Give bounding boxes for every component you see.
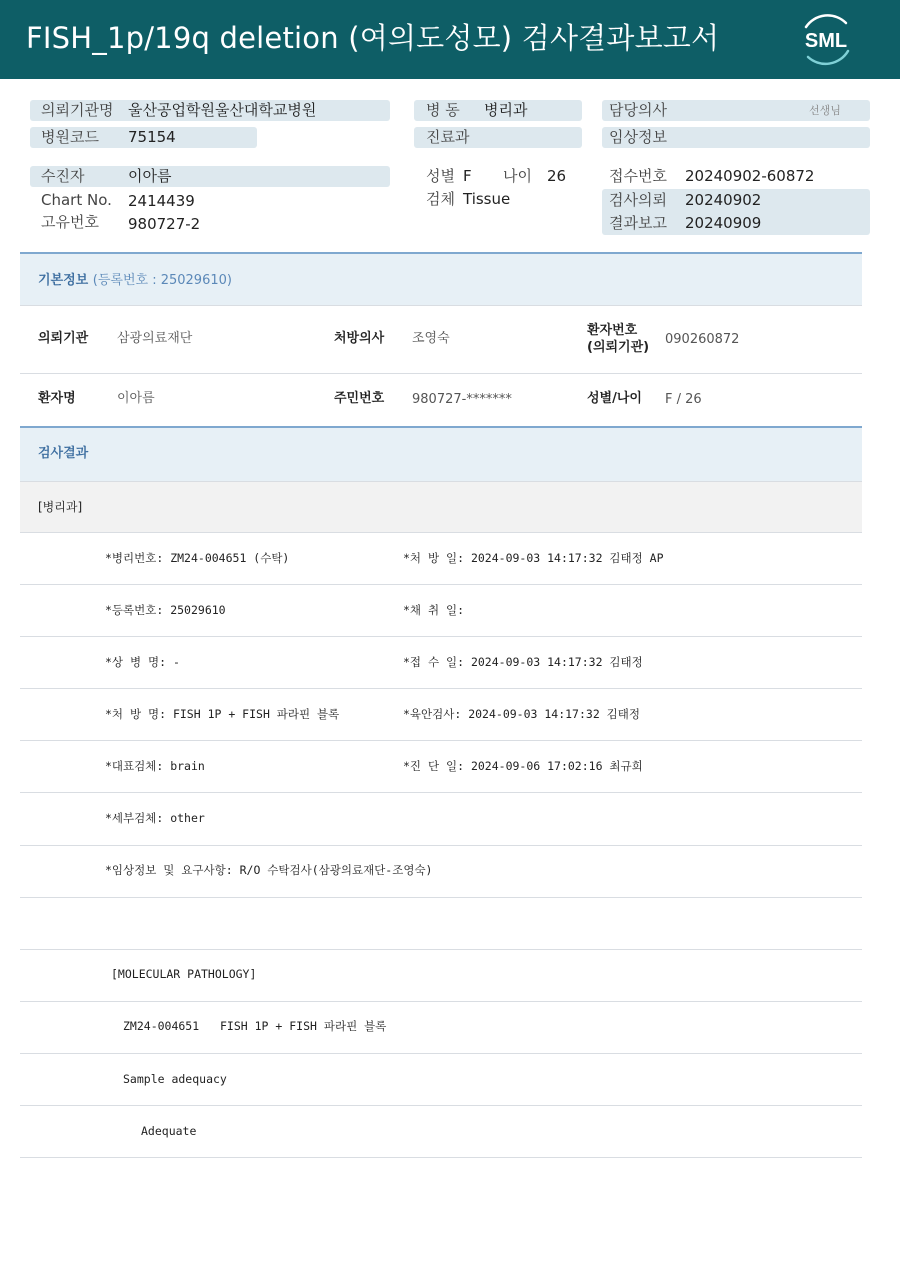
unique-label: 고유번호 — [41, 213, 99, 231]
result-line: *대표검체: brain — [105, 759, 205, 773]
report-title: FISH_1p/19q deletion (여의도성모) 검사결과보고서 — [26, 21, 720, 55]
basic-info-reg-no: (등록번호 : 25029610) — [92, 273, 232, 288]
divider — [20, 1001, 862, 1002]
result-line: *등록번호: 25029610 — [105, 603, 226, 617]
patno-label-1: 환자번호 — [587, 323, 638, 338]
sexage-value: F / 26 — [665, 392, 702, 407]
prescriber-label: 처방의사 — [334, 331, 385, 346]
adequacy-value: Adequate — [141, 1124, 197, 1138]
result-line: *육안검사: 2024-09-03 14:17:32 김태정 — [403, 707, 641, 721]
result-line: *병리번호: ZM24-004651 (수탁) — [105, 551, 290, 565]
chart-value: 2414439 — [128, 192, 195, 210]
basic-info-title — [38, 271, 232, 291]
age-label: 나이 — [503, 167, 532, 185]
requesting-inst-value: 울산공업학원울산대학교병원 — [128, 101, 317, 119]
report-label: 결과보고 — [609, 214, 667, 232]
request-label: 검사의뢰 — [609, 191, 667, 209]
hospital-code-label: 병원코드 — [41, 128, 99, 146]
divider — [20, 373, 862, 374]
clinical-label: 임상정보 — [609, 128, 667, 146]
name-value: 이아름 — [117, 391, 155, 406]
age-value: 26 — [547, 167, 567, 185]
sex-value: F — [463, 167, 472, 185]
divider — [20, 1157, 862, 1158]
sml-logo-icon — [796, 11, 856, 67]
basic-info-title-text: 기본정보 — [38, 273, 89, 288]
molecular-case: ZM24-004651 — [123, 1019, 200, 1033]
result-line: *임상정보 및 요구사항: R/O 수탁검사(삼광의료재단-조영숙) — [105, 863, 433, 877]
dept-label: [병리과] — [38, 500, 83, 514]
molecular-heading: [MOLECULAR PATHOLOGY] — [111, 967, 257, 981]
result-line: *세부검체: other — [105, 811, 205, 825]
name-label: 환자명 — [38, 391, 76, 406]
patno-value: 090260872 — [665, 332, 740, 347]
divider — [20, 584, 862, 585]
result-line: *채 취 일: — [403, 603, 465, 617]
divider — [20, 949, 862, 950]
specimen-label: 검체 — [426, 190, 455, 208]
sex-label: 성별 — [426, 167, 455, 185]
patient-label: 수진자 — [41, 167, 85, 185]
requesting-inst-label: 의뢰기관명 — [41, 101, 114, 119]
divider — [20, 688, 862, 689]
divider — [20, 1105, 862, 1106]
rrn-value: 980727-******* — [412, 392, 512, 407]
result-line: *처 방 명: FISH 1P + FISH 파라핀 블록 — [105, 707, 340, 721]
unique-value: 980727-2 — [128, 215, 201, 233]
adequacy-label: Sample adequacy — [123, 1072, 227, 1086]
doctor-label: 담당의사 — [609, 101, 667, 119]
divider — [20, 532, 862, 533]
rrn-label: 주민번호 — [334, 391, 385, 406]
report-header — [0, 0, 900, 79]
sml-logo-text: SML — [804, 30, 848, 52]
divider — [20, 305, 862, 306]
divider — [20, 845, 862, 846]
receipt-value: 20240902-60872 — [685, 167, 815, 185]
request-value: 20240902 — [685, 191, 762, 209]
report-value: 20240909 — [685, 214, 762, 232]
doctor-suffix: 선생님 — [809, 104, 841, 117]
ward-value: 병리과 — [484, 101, 528, 119]
hospital-code-value: 75154 — [128, 128, 176, 146]
receipt-label: 접수번호 — [609, 167, 667, 185]
prescriber-value: 조영숙 — [412, 331, 450, 346]
dept-label: 진료과 — [426, 128, 470, 146]
result-line: *처 방 일: 2024-09-03 14:17:32 김태정 AP — [403, 551, 664, 565]
divider — [20, 897, 862, 898]
patno-label-2: (의뢰기관) — [587, 340, 650, 355]
patient-value: 이아름 — [128, 167, 172, 185]
ward-label: 병 동 — [426, 101, 460, 119]
chart-label: Chart No. — [41, 191, 112, 209]
results-header — [20, 426, 862, 482]
result-line: *상 병 명: - — [105, 655, 180, 669]
divider — [20, 636, 862, 637]
sexage-label: 성별/나이 — [587, 391, 642, 406]
inst-value: 삼광의료재단 — [117, 331, 193, 346]
dept-band — [20, 481, 862, 533]
divider — [20, 740, 862, 741]
divider — [20, 792, 862, 793]
result-line: *접 수 일: 2024-09-03 14:17:32 김태정 — [403, 655, 643, 669]
result-line: *진 단 일: 2024-09-06 17:02:16 최규희 — [403, 759, 643, 773]
results-title: 검사결과 — [38, 446, 89, 461]
divider — [20, 1053, 862, 1054]
specimen-value: Tissue — [463, 190, 511, 208]
molecular-test: FISH 1P + FISH 파라핀 블록 — [220, 1019, 387, 1033]
inst-label: 의뢰기관 — [38, 331, 89, 346]
basic-info-header — [20, 252, 862, 306]
